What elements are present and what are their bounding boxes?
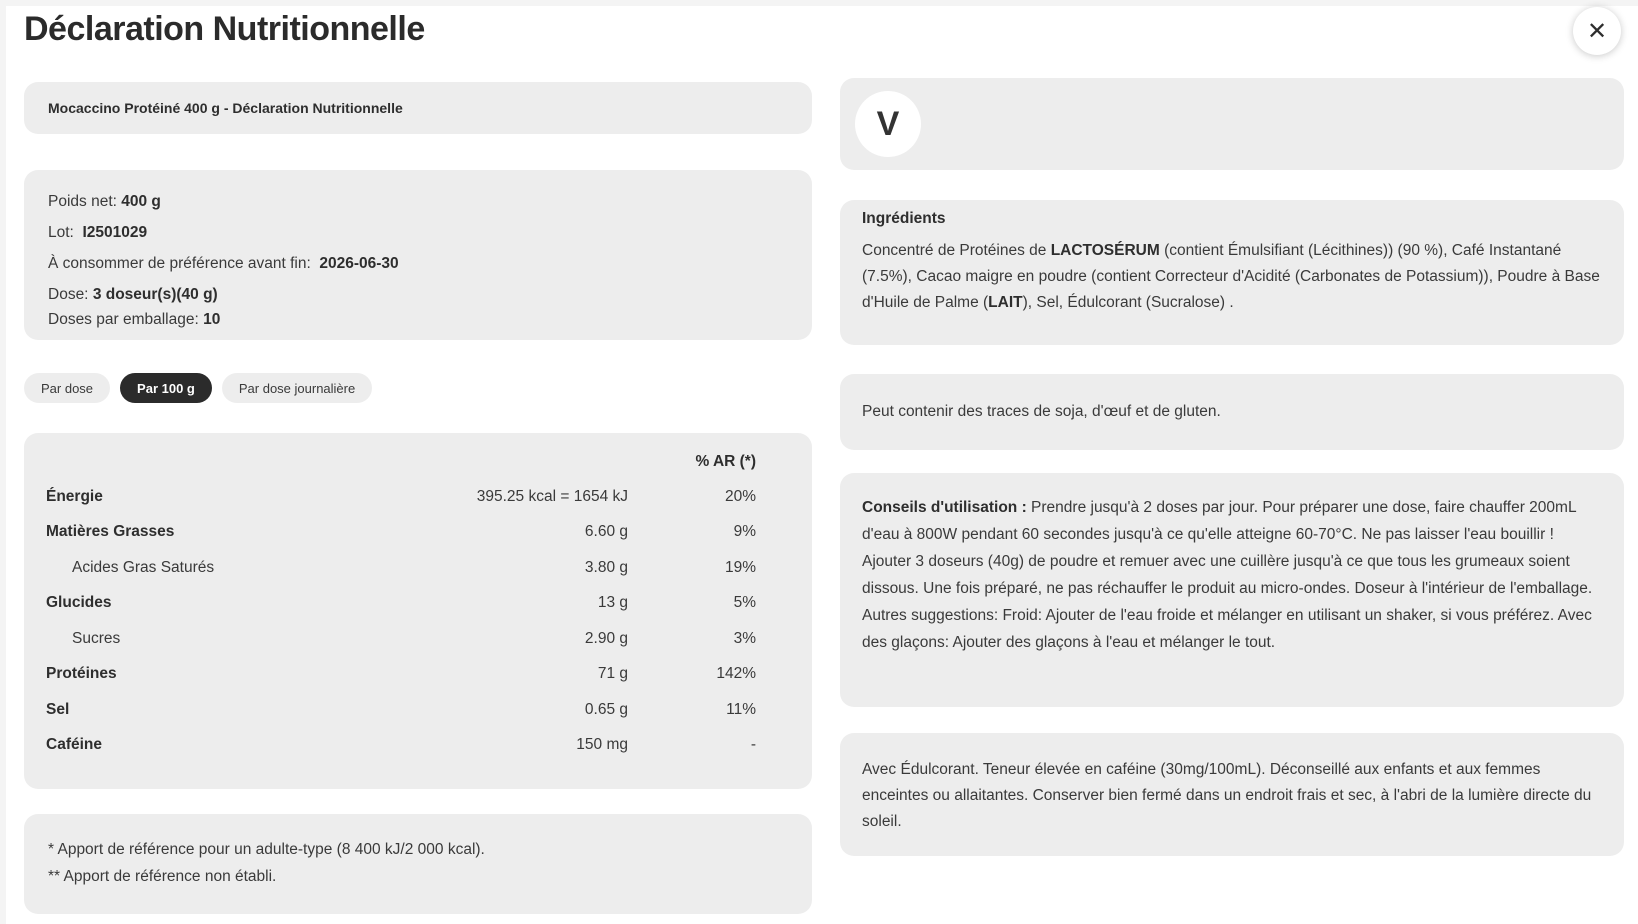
nutrient-label: Protéines (46, 665, 117, 683)
text-segment: ), Sel, Édulcorant (Sucralose) . (1022, 294, 1234, 311)
nutrient-label: Caféine (46, 736, 102, 754)
info-label: Dose: (48, 285, 93, 303)
info-label: Doses par emballage: (48, 311, 204, 328)
ingredients-box (840, 200, 1624, 345)
info-line (48, 186, 788, 217)
nutrient-pct-ar: 20% (724, 487, 756, 505)
nutrient-label: Sucres (72, 629, 121, 647)
nutrient-value: 6.60 g (584, 523, 628, 541)
nutrient-value: 150 mg (576, 736, 628, 754)
table-row (46, 550, 756, 586)
close-icon: ✕ (1586, 17, 1608, 45)
info-label: Lot: (48, 223, 83, 241)
page-title: Déclaration Nutritionnelle (24, 10, 425, 48)
allergen-traces-text: Peut contenir des traces de soja, d'œuf et de gluten. (862, 403, 1221, 420)
info-line (48, 279, 788, 310)
vegetarian-badge-box (840, 78, 1624, 170)
text-segment: Conseils d'utilisation : (862, 499, 1032, 516)
footnote-line-1: * Apport de référence pour un adulte-type (8 400 kJ/2 000 kcal). (48, 841, 485, 858)
nutrient-value: 2.90 g (584, 629, 628, 647)
ingredients-text (862, 238, 1602, 316)
nutrient-pct-ar: 142% (716, 665, 756, 683)
nutrient-value: 0.65 g (584, 700, 628, 718)
nutrient-pct-ar: - (750, 736, 756, 754)
text-segment: Concentré de Protéines de (862, 242, 1051, 259)
nutrient-value: 71 g (597, 665, 628, 683)
text-segment: LACTOSÉRUM (1050, 242, 1160, 259)
product-name: Mocaccino Protéiné 400 g - Déclaration Nutritionnelle (48, 100, 403, 116)
nutrient-pct-ar: 11% (726, 700, 756, 718)
info-label: À consommer de préférence avant fin: (48, 254, 320, 272)
warning-text: Avec Édulcorant. Teneur élevée en caféine (30mg/100mL). Déconseillé aux enfants et aux femmes enceintes ou allaitantes. Conserver bien fermé dans un endroit frais et sec, à l'abri de la lumière directe du soleil. (862, 761, 1592, 830)
nutrient-value: 3.80 g (584, 558, 628, 576)
table-row (46, 621, 756, 657)
table-row (46, 692, 756, 728)
footnote-line-2: ** Apport de référence non établi. (48, 868, 277, 885)
nutrient-pct-ar: 19% (724, 558, 756, 576)
text-segment: (contient Émulsifiant (Lécithines)) (90 %), Café Instantané (7.5%), Cacao maigre en poudre (contient Correcteur d'Acidité (Carbonates de Potassium)), Poudre à Base d'Huile de Palme ( (862, 242, 1600, 311)
nutrient-pct-ar: 3% (733, 629, 756, 647)
nutrient-label: Sel (46, 700, 70, 718)
tab-par-100-g[interactable]: Par 100 g (120, 373, 212, 403)
table-row (46, 586, 756, 622)
product-header-box (24, 82, 812, 134)
info-value: 3 doseur(s)(40 g) (92, 285, 218, 303)
text-segment: Prendre jusqu'à 2 doses par jour. Pour préparer une dose, faire chauffer 200mL d'eau à 800W pendant 60 secondes jusqu'à ce qu'elle atteigne 60-70°C. Ne pas laisser l'eau bouillir ! Ajouter 3 doseurs (40g) de poudre et remuer avec une cuillère jusqu'à ce que tous les grumeaux soient dissous. Une fois préparé, ne pas réchauffer le produit au micro-ondes. Doseur à l'intérieur de l'emballage. Autres suggestions: Froid: Ajouter de l'eau froide et mélanger en utilisant un shaker, si vous préférez. Avec des glaçons: Ajouter des glaçons à l'eau et mélanger le tout. (862, 499, 1593, 651)
ingredients-title: Ingrédients (862, 210, 946, 227)
info-value: 10 (203, 311, 221, 328)
nutrient-label: Acides Gras Saturés (72, 558, 215, 576)
nutrition-table (24, 433, 812, 789)
table-row (46, 657, 756, 693)
product-info-box (24, 170, 812, 340)
modal-top-edge (0, 0, 1638, 6)
close-button[interactable] (1573, 7, 1621, 55)
text-segment: LAIT (988, 294, 1023, 311)
table-row (46, 515, 756, 551)
info-line (48, 217, 788, 248)
nutrient-pct-ar: 5% (733, 594, 756, 612)
info-label: Poids net: (48, 192, 122, 210)
table-row (46, 728, 756, 764)
footnotes-box (24, 814, 812, 914)
nutrition-table-header (46, 445, 756, 479)
allergen-traces-box (840, 374, 1624, 450)
info-value: 2026-06-30 (319, 254, 399, 272)
info-line (48, 248, 788, 279)
usage-advice-text (862, 495, 1602, 656)
info-value: 400 g (121, 192, 161, 210)
info-value: I2501029 (82, 223, 148, 241)
tab-par-dose-journali-re[interactable]: Par dose journalière (222, 373, 372, 403)
tab-par-dose[interactable]: Par dose (24, 373, 110, 403)
serving-tabs (24, 373, 372, 403)
pct-ar-header: % AR (*) (695, 453, 756, 470)
table-row (46, 479, 756, 515)
usage-advice-box (840, 473, 1624, 707)
vegetarian-letter: V (876, 104, 900, 143)
nutrition-table-rows (46, 479, 756, 763)
nutrient-label: Glucides (46, 594, 112, 612)
nutrient-label: Énergie (46, 487, 103, 505)
modal-left-edge (0, 0, 6, 924)
nutrient-label: Matières Grasses (46, 523, 175, 541)
nutrient-value: 13 g (597, 594, 628, 612)
vegetarian-badge-icon (855, 91, 921, 157)
warning-box (840, 733, 1624, 856)
nutrient-pct-ar: 9% (733, 523, 756, 541)
nutrient-value: 395.25 kcal = 1654 kJ (476, 487, 628, 505)
info-line (48, 310, 788, 330)
